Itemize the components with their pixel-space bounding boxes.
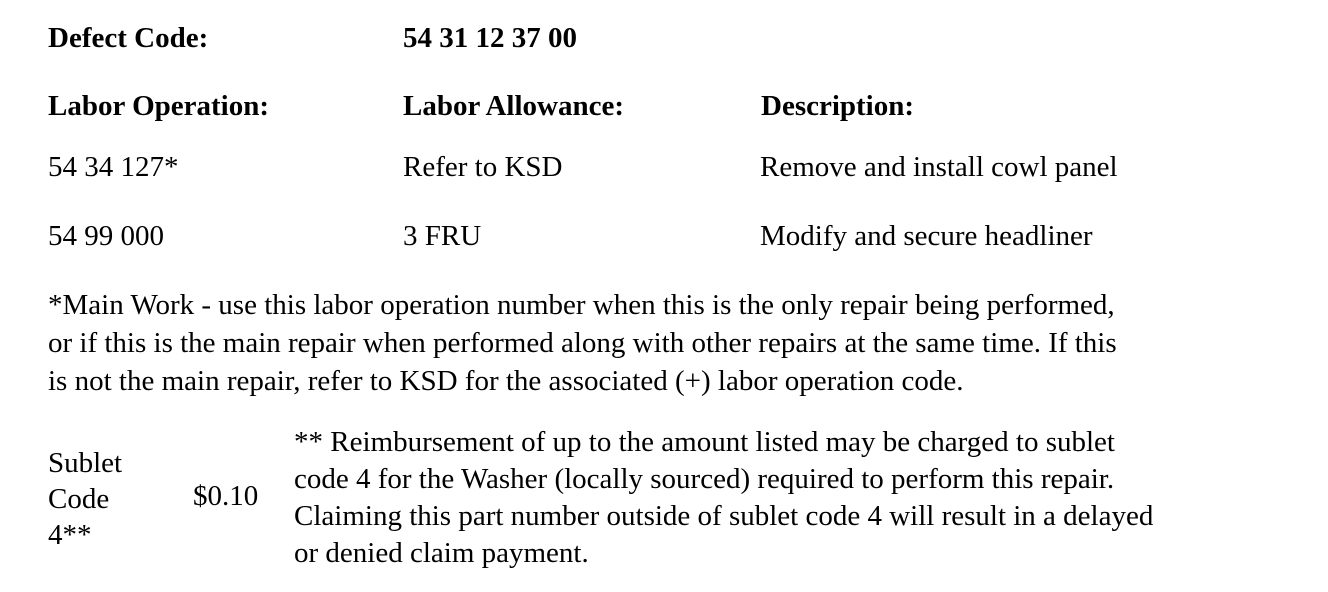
- sublet-description-line: code 4 for the Washer (locally sourced) required to perform this repair.: [294, 463, 1115, 495]
- sublet-description-line: or denied claim payment.: [294, 537, 589, 569]
- row-1-labor-operation: 54 34 127*: [48, 151, 179, 183]
- defect-code-value: 54 31 12 37 00: [403, 22, 577, 54]
- labor-operation-header: Labor Operation:: [48, 90, 269, 122]
- main-work-footnote: [48, 286, 1308, 400]
- sublet-amount: $0.10: [193, 480, 259, 512]
- defect-code-label: Defect Code:: [48, 22, 209, 54]
- footnote-line: or if this is the main repair when performed along with other repairs at the same time. If this: [48, 327, 1117, 359]
- sublet-label-line: Sublet: [48, 447, 123, 479]
- row-1-description: Remove and install cowl panel: [760, 151, 1118, 183]
- sublet-description: [294, 424, 1153, 572]
- row-2-labor-allowance: 3 FRU: [403, 220, 482, 252]
- footnote-line: *Main Work - use this labor operation number when this is the only repair being performed,: [48, 289, 1115, 321]
- sublet-label-line: 4**: [48, 519, 92, 551]
- description-header: Description:: [761, 90, 915, 122]
- labor-allowance-header: Labor Allowance:: [403, 90, 624, 122]
- sublet-description-line: Claiming this part number outside of sublet code 4 will result in a delayed: [294, 500, 1154, 532]
- row-2-labor-operation: 54 99 000: [48, 220, 164, 252]
- sublet-description-line: ** Reimbursement of up to the amount listed may be charged to sublet: [294, 426, 1115, 458]
- row-2-description: Modify and secure headliner: [760, 220, 1093, 252]
- sublet-code-label: [48, 445, 122, 553]
- row-1-labor-allowance: Refer to KSD: [403, 151, 563, 183]
- footnote-line: is not the main repair, refer to KSD for the associated (+) labor operation code.: [48, 365, 964, 397]
- sublet-label-line: Code: [48, 483, 110, 515]
